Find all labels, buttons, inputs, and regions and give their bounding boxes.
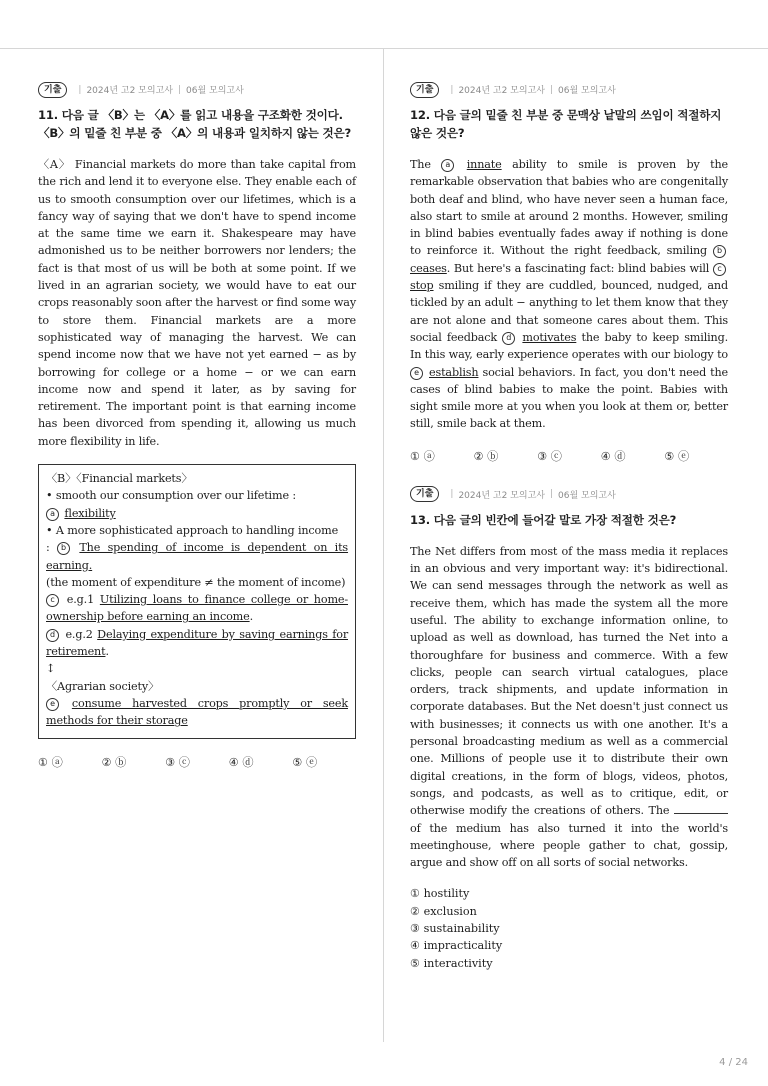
- underline-c: Utilizing loans to finance college or home-ownership before earning an income: [46, 593, 349, 624]
- q13-option-4[interactable]: ④ impracticality: [410, 939, 503, 953]
- q12-year: 2024년 고2 모의고사: [458, 86, 545, 96]
- q11-option-3[interactable]: ③ ⓒ: [165, 755, 190, 769]
- q12-option-4[interactable]: ④ ⓓ: [600, 449, 626, 463]
- box-line-6: (the moment of expenditure ≠ the moment of income): [46, 575, 346, 589]
- q12-option-2[interactable]: ② ⓑ: [473, 449, 499, 463]
- box-heading: 〈B〉〈Financial markets〉: [46, 472, 193, 486]
- box-line-10: 〈Agrarian society〉: [46, 679, 160, 693]
- past-exam-badge: 기출: [410, 486, 439, 502]
- mark-a: a: [441, 159, 454, 172]
- q13-option-3[interactable]: ③ sustainability: [410, 921, 500, 935]
- underline-e: establish: [429, 365, 479, 379]
- q11-option-5[interactable]: ⑤ ⓔ: [292, 755, 318, 769]
- q12-option-5[interactable]: ⑤ ⓔ: [664, 449, 690, 463]
- q13-year: 2024년 고2 모의고사: [458, 490, 545, 501]
- up-down-arrow-icon: ↕: [46, 662, 56, 676]
- q12-option-1[interactable]: ① ⓐ: [410, 449, 435, 463]
- q12-option-3[interactable]: ③ ⓒ: [537, 449, 562, 463]
- q11-source-line: 기출 | 2024년 고2 모의고사 | 06월 모의고사: [38, 81, 356, 98]
- mark-c: c: [46, 594, 59, 607]
- box-line-3: [46, 505, 348, 522]
- box-line-5: : b The spending of income is dependent on its earning.: [46, 541, 349, 572]
- underline-d: Delaying expenditure by saving earnings for retirement: [46, 627, 349, 659]
- q11-summary-box: [38, 464, 356, 738]
- column-divider: [383, 49, 384, 1042]
- q12-month: 06월 모의고사: [558, 86, 616, 96]
- underline-a: flexibility: [64, 506, 116, 520]
- mark-c: c: [713, 263, 726, 276]
- q11-options: [38, 754, 356, 770]
- header-rule: [0, 48, 768, 49]
- mark-b: b: [57, 542, 70, 555]
- q13-month: 06월 모의고사: [558, 490, 616, 501]
- mark-d: d: [46, 629, 59, 642]
- mark-a: a: [46, 508, 59, 521]
- answer-blank: [674, 804, 728, 814]
- q11-passage: 〈A〉 Financial markets do more than take capital from the rich and lend it to everyone else. They enable each of us to smooth consumption over our lifetimes, which is a fancy way of saying that we don't have to spend income at the same time we earn it. Shakespeare may have admonished us to be neither borrowers nor lenders; the fact is that most of us will be both at some point. If we lived in an agrarian society, we would have to eat our crops reasonably soon after the harvest or find some way to store them. Financial markets are a more sophisticated way of managing the harvest. We can spend income now that we have not yet earned − as by borrowing for college or a home − or we can earn income now and spend it later, as by saving for retirement. The important point is that earning income has been divorced from spending it, allowing us much more flexibility in life.: [38, 158, 356, 448]
- q13-option-2[interactable]: ② exclusion: [410, 904, 477, 918]
- underline-e: consume harvested crops promptly or seek methods for their storage: [46, 696, 349, 728]
- mark-e: e: [46, 698, 59, 711]
- q13-title: 13. 다음 글의 빈칸에 들어갈 말로 가장 적절한 것은?: [410, 512, 677, 527]
- past-exam-badge: 기출: [410, 82, 439, 98]
- q12-title: 12. 다음 글의 밑줄 친 부분 중 문맥상 낱말의 쓰임이 적절하지 않은 것은?: [410, 108, 722, 140]
- question-11: [38, 81, 356, 770]
- mark-d: d: [502, 332, 515, 345]
- underline-a: innate: [466, 158, 502, 171]
- box-line-2: • smooth our consumption over our lifetime :: [46, 489, 296, 503]
- past-exam-badge: 기출: [38, 82, 67, 98]
- underline-c: stop: [410, 279, 434, 293]
- q12-options: [410, 448, 728, 464]
- q13-options: [410, 885, 728, 971]
- underline-b: ceases: [410, 261, 447, 275]
- underline-b: The spending of income is dependent on its earning.: [46, 541, 349, 572]
- q11-option-2[interactable]: ② ⓑ: [101, 755, 127, 769]
- page-number: 4 / 24: [719, 1057, 748, 1068]
- question-12-13: [410, 81, 728, 972]
- q12-source-line: 기출 | 2024년 고2 모의고사 | 06월 모의고사: [410, 81, 728, 98]
- q13-passage: The Net differs from most of the mass media it replaces in an obvious and very important way: it's bidirectional. We can send messages through the network as well as receive them, which has made the system all the more useful. The ability to exchange information online, to upload as well as download, has turned the Net into a thoroughfare for business and commerce. With a few clicks, people can search virtual catalogues, place orders, track shipments, and update information in corporate databases. But the Net doesn't just connect us with businesses; it connects us with one another. It's a personal broadcasting medium as well as a commercial one. Millions of people use it to distribute their own digital creations, in the form of blogs, videos, photos, songs, and podcasts, as well as to critique, edit, or otherwise modify the creations of others. The of the medium has also turned it into the world's meetinghouse, where people gather to chat, gossip, argue and show off on all sorts of social networks.: [410, 544, 728, 870]
- q11-title: 11. 다음 글 〈B〉는 〈A〉를 읽고 내용을 구조화한 것이다. 〈B〉의 밑줄 친 부분 중 〈A〉의 내용과 일치하지 않는 것은?: [38, 108, 352, 140]
- mark-b: b: [713, 245, 726, 258]
- q11-option-4[interactable]: ④ ⓓ: [228, 755, 254, 769]
- q11-year: 2024년 고2 모의고사: [86, 86, 173, 96]
- q11-month: 06월 모의고사: [186, 86, 244, 96]
- q11-option-1[interactable]: ① ⓐ: [38, 755, 63, 769]
- q13-option-5[interactable]: ⑤ interactivity: [410, 956, 493, 970]
- mark-e: e: [410, 367, 423, 380]
- q13-source-line: 기출 | 2024년 고2 모의고사 | 06월 모의고사: [410, 486, 728, 503]
- q13-option-1[interactable]: ① hostility: [410, 887, 470, 901]
- box-line-11: [46, 695, 348, 730]
- underline-d: motivates: [522, 330, 577, 344]
- box-line-4: • A more sophisticated approach to handling income: [46, 523, 339, 537]
- box-line-7: c e.g.1 Utilizing loans to finance college or home-ownership before earning an income.: [46, 593, 349, 624]
- q12-passage: The a innate ability to smile is proven by the remarkable observation that babies who are congenitally both deaf and blind, who have never seen a human face, also start to smile at around 2 months. However, smiling in blind babies eventually fades away if nothing is done to reinforce it. Without the right feedback, smiling b ceases. But here's a fascinating fact: blind babies will c stop smiling if they are cuddled, bounced, nudged, and tickled by an adult − anything to let them know that they are not alone and that someone cares about them. This social feedback d motivates the baby to keep smiling. In this way, early experience operates with our biology to e establish social behaviors. In fact, you don't need the cases of blind babies to make the point. Babies with sight smile more at you when you look at them or, better still, smile back at them.: [410, 158, 729, 431]
- box-line-8: d e.g.2 Delaying expenditure by saving earnings for retirement.: [46, 627, 349, 659]
